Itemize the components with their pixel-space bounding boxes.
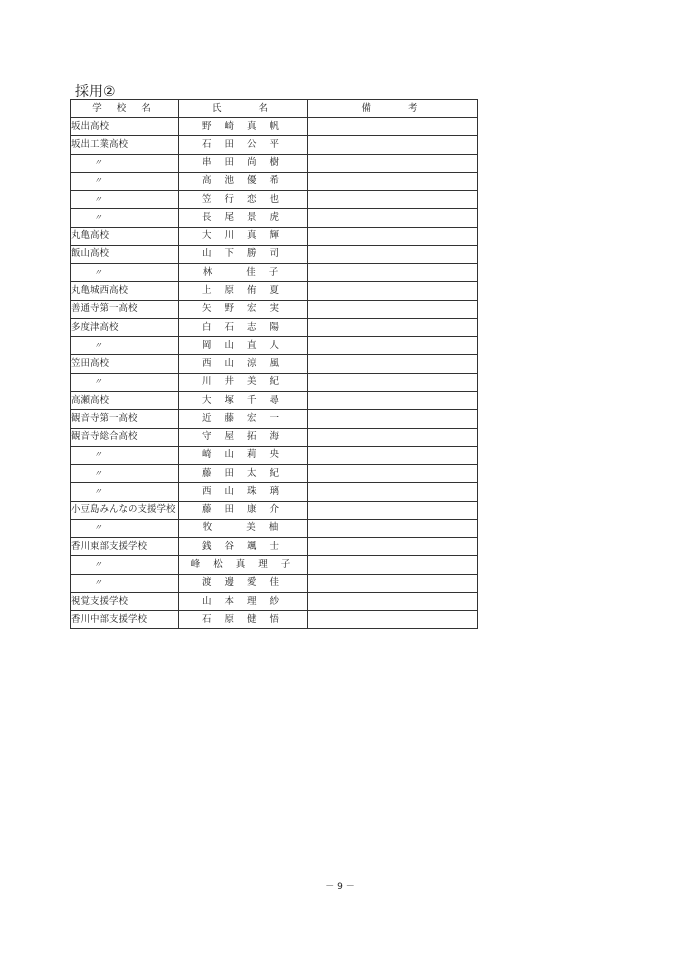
table-row <box>71 136 478 154</box>
name-cell: 石 田 公 平 <box>179 136 308 154</box>
name-cell: 川 井 美 紀 <box>179 373 308 391</box>
table-row <box>71 264 478 282</box>
name-cell: 崎 山 莉 央 <box>179 446 308 464</box>
note-cell <box>308 483 478 501</box>
note-cell <box>308 209 478 227</box>
page-number: － 9 － <box>325 882 355 892</box>
name-cell: 藤 田 康 介 <box>179 501 308 519</box>
note-cell <box>308 501 478 519</box>
note-cell <box>308 592 478 610</box>
name-cell: 笠 行 恋 也 <box>179 191 308 209</box>
note-cell <box>308 227 478 245</box>
note-cell <box>308 154 478 172</box>
note-cell <box>308 574 478 592</box>
table-row <box>71 556 478 574</box>
name-cell: 守 屋 拓 海 <box>179 428 308 446</box>
school-cell: 〃 <box>71 465 179 483</box>
note-cell <box>308 556 478 574</box>
note-cell <box>308 611 478 629</box>
school-cell: 高瀬高校 <box>71 391 179 409</box>
table-row <box>71 519 478 537</box>
note-cell <box>308 519 478 537</box>
school-cell: 丸亀高校 <box>71 227 179 245</box>
table-header-row <box>71 100 478 118</box>
note-cell <box>308 446 478 464</box>
table-row <box>71 501 478 519</box>
school-cell: 〃 <box>71 154 179 172</box>
name-cell: 石 原 健 悟 <box>179 611 308 629</box>
name-cell: 西 山 珠 璃 <box>179 483 308 501</box>
table-row <box>71 227 478 245</box>
school-cell: 笠田高校 <box>71 355 179 373</box>
school-cell: 〃 <box>71 574 179 592</box>
note-cell <box>308 300 478 318</box>
table-row <box>71 574 478 592</box>
name-cell: 西 山 涼 風 <box>179 355 308 373</box>
name-cell: 串 田 尚 樹 <box>179 154 308 172</box>
name-cell: 白 石 志 陽 <box>179 318 308 336</box>
school-cell: 〃 <box>71 483 179 501</box>
note-cell <box>308 355 478 373</box>
name-cell: 高 池 優 希 <box>179 172 308 190</box>
table-row <box>71 337 478 355</box>
name-cell: 岡 山 直 人 <box>179 337 308 355</box>
school-cell: 〃 <box>71 337 179 355</box>
note-cell <box>308 373 478 391</box>
name-cell: 大 塚 千 尋 <box>179 391 308 409</box>
table-row <box>71 373 478 391</box>
name-cell: 牧 美 柚 <box>179 519 308 537</box>
table-row <box>71 300 478 318</box>
table-row <box>71 318 478 336</box>
name-cell: 銭 谷 颯 士 <box>179 538 308 556</box>
school-cell: 多度津高校 <box>71 318 179 336</box>
name-cell: 近 藤 宏 一 <box>179 410 308 428</box>
name-cell: 峰 松 真 理 子 <box>179 556 308 574</box>
note-cell <box>308 318 478 336</box>
school-cell: 〃 <box>71 172 179 190</box>
note-cell <box>308 410 478 428</box>
table-row <box>71 391 478 409</box>
school-cell: 観音寺第一高校 <box>71 410 179 428</box>
name-cell: 山 下 勝 司 <box>179 245 308 263</box>
school-cell: 飯山高校 <box>71 245 179 263</box>
school-cell: 〃 <box>71 264 179 282</box>
name-cell: 矢 野 宏 実 <box>179 300 308 318</box>
school-cell: 香川東部支援学校 <box>71 538 179 556</box>
note-cell <box>308 245 478 263</box>
school-cell: 〃 <box>71 209 179 227</box>
school-cell: 〃 <box>71 373 179 391</box>
column-header-name: 氏 名 <box>179 100 308 118</box>
table-row <box>71 446 478 464</box>
column-header-note: 備 考 <box>308 100 478 118</box>
table-row <box>71 282 478 300</box>
note-cell <box>308 337 478 355</box>
table-row <box>71 538 478 556</box>
name-cell: 山 本 理 紗 <box>179 592 308 610</box>
school-cell: 丸亀城西高校 <box>71 282 179 300</box>
note-cell <box>308 391 478 409</box>
name-cell: 藤 田 太 紀 <box>179 465 308 483</box>
school-cell: 坂出工業高校 <box>71 136 179 154</box>
school-cell: 〃 <box>71 519 179 537</box>
note-cell <box>308 428 478 446</box>
note-cell <box>308 118 478 136</box>
table-row <box>71 611 478 629</box>
table-row <box>71 209 478 227</box>
school-cell: 〃 <box>71 191 179 209</box>
table-row <box>71 410 478 428</box>
school-cell: 香川中部支援学校 <box>71 611 179 629</box>
table-row <box>71 592 478 610</box>
school-cell: 小豆島みんなの支援学校 <box>71 501 179 519</box>
school-cell: 善通寺第一高校 <box>71 300 179 318</box>
note-cell <box>308 264 478 282</box>
name-cell: 野 崎 真 帆 <box>179 118 308 136</box>
table-row <box>71 428 478 446</box>
note-cell <box>308 538 478 556</box>
note-cell <box>308 172 478 190</box>
name-cell: 大 川 真 輝 <box>179 227 308 245</box>
table-row <box>71 172 478 190</box>
table-row <box>71 465 478 483</box>
name-cell: 林 佳 子 <box>179 264 308 282</box>
school-cell: 視覚支援学校 <box>71 592 179 610</box>
table-row <box>71 483 478 501</box>
table-row <box>71 245 478 263</box>
school-cell: 〃 <box>71 556 179 574</box>
column-header-school: 学 校 名 <box>71 100 179 118</box>
note-cell <box>308 282 478 300</box>
school-cell: 観音寺総合高校 <box>71 428 179 446</box>
school-cell: 坂出高校 <box>71 118 179 136</box>
table-row <box>71 154 478 172</box>
section-heading: 採用② <box>75 84 116 100</box>
appointment-table <box>70 99 478 629</box>
table-row <box>71 355 478 373</box>
note-cell <box>308 465 478 483</box>
table-row <box>71 118 478 136</box>
name-cell: 上 原 侑 夏 <box>179 282 308 300</box>
name-cell: 長 尾 景 虎 <box>179 209 308 227</box>
table-row <box>71 191 478 209</box>
note-cell <box>308 136 478 154</box>
note-cell <box>308 191 478 209</box>
school-cell: 〃 <box>71 446 179 464</box>
name-cell: 渡 邊 愛 佳 <box>179 574 308 592</box>
